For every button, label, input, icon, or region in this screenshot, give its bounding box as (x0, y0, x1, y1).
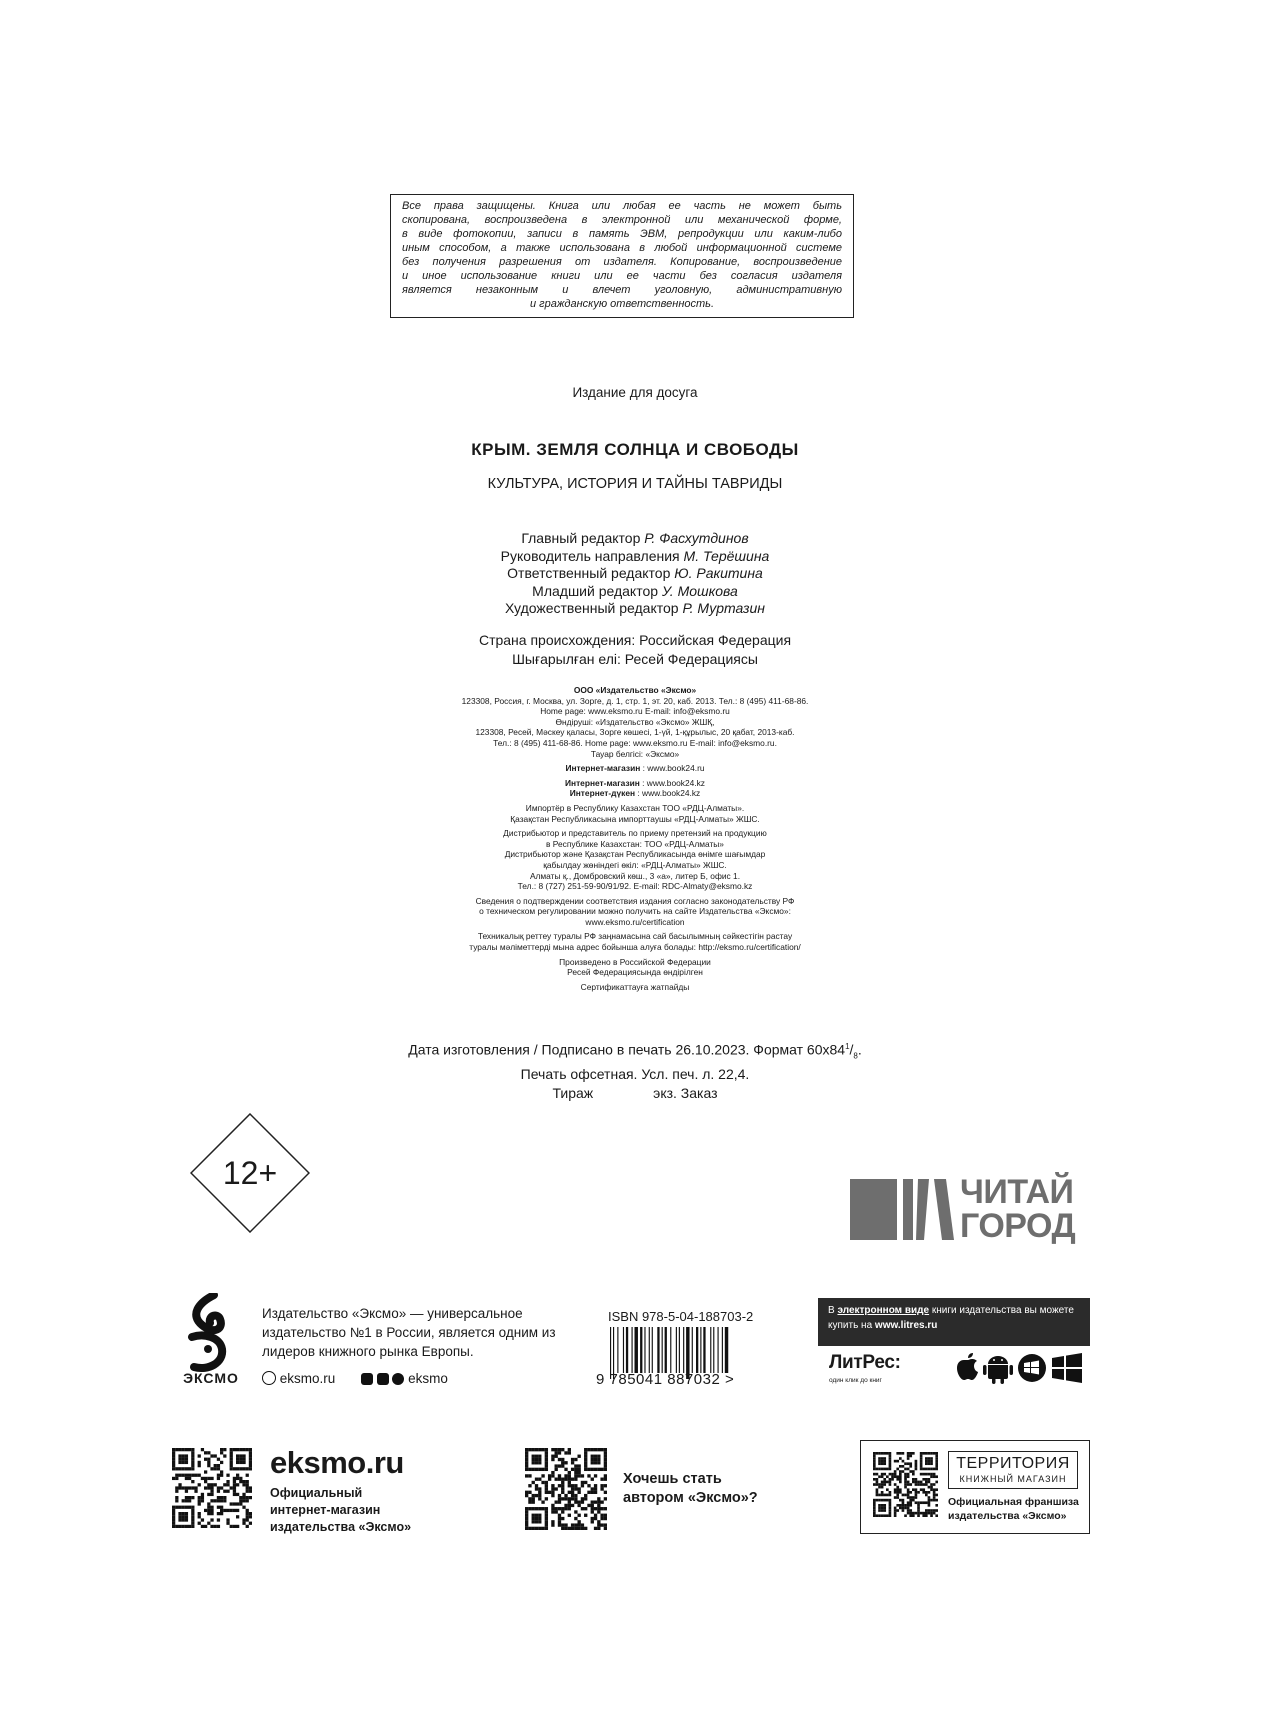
litres-banner-link[interactable]: электронном виде (837, 1305, 930, 1316)
credit-name: Ю. Ракитина (674, 565, 763, 581)
credit-name: М. Терёшина (683, 547, 770, 564)
litres-platform-icons (952, 1352, 1082, 1384)
age-rating-label: 12+ (222, 1155, 278, 1191)
distributor-line: Алматы қ., Домбровский көш., 3 «а», литер Б, офис 1. (529, 870, 741, 881)
eksmo-ru-desc-line: издательства «Эксмо» (270, 1520, 412, 1534)
format-numerator: 1 (845, 1042, 850, 1051)
territory-description (948, 1495, 1079, 1523)
book-subtitle: КУЛЬТУРА, ИСТОРИЯ И ТАЙНЫ ТАВРИДЫ (487, 476, 783, 492)
credit-role: Художественный редактор (505, 600, 679, 616)
made-in-line: Ресей Федерациясында өндірілген (567, 967, 703, 978)
credit-name: Р. Фасхутдинов (644, 530, 749, 546)
rights-line: и иное использование книги или ее части без согласия издателя (402, 270, 842, 282)
origin-kz: Шығарылған елі: Ресей Федерациясы (512, 651, 758, 667)
vk-icon[interactable] (361, 1373, 373, 1385)
credit-line (385, 530, 885, 548)
territory-desc-line: Официальная франшиза (948, 1496, 1079, 1508)
litres-logo: ЛитРес: (829, 1352, 901, 1373)
credit-role: Руководитель направления (500, 547, 680, 564)
credit-line (385, 548, 885, 566)
shop-url: : www.book24.kz (639, 777, 705, 788)
credit-name: У. Мошкова (661, 582, 738, 599)
rights-line: без получения разрешения от издателя. Копирование, воспроизведение (402, 256, 842, 268)
distributor-line: қабылдау жөніндегі өкіл: «РДЦ-Алматы» ЖШС. (543, 859, 727, 870)
importer-kz: Қазақстан Республикасына импорттаушы «РДЦ-Алматы» ЖШС. (510, 813, 760, 824)
eksmo-ru-desc-line: Официальный (270, 1486, 363, 1500)
imprint-address: 123308, Россия, г. Москва, ул. Зорге, д. 1, стр. 1, эт. 20, каб. 2013. Тел.: 8 (495) 411-68-86. (461, 695, 809, 706)
shop-label: Интернет-магазин (565, 777, 640, 788)
chitai-gorod-word2: ГОРОД (960, 1207, 1076, 1245)
print-info (370, 1037, 900, 1103)
credit-line (385, 565, 885, 583)
territory-logo (948, 1451, 1078, 1489)
credit-line (385, 600, 885, 618)
litres-banner[interactable] (818, 1298, 1090, 1346)
certification-kz-line: Техникалық реттеу туралы РФ заңнамасына сай басылымның сәйкестігін растау (477, 931, 793, 942)
qr-code-eksmo-shop[interactable] (172, 1448, 252, 1528)
print-date-format: Дата изготовления / Подписано в печать 26.10.2023. Формат 60х84 (408, 1041, 846, 1058)
credit-role: Ответственный редактор (507, 565, 671, 581)
imprint-kz-address: 123308, Ресей, Мәскеу қаласы, Зорге көшесі, 1-үй, 1-құрылыс, 20 қабат, 2013-каб. (475, 727, 795, 738)
print-info-line3 (370, 1084, 900, 1103)
shop-line (400, 788, 870, 799)
certification-line: о техническом регулировании можно получить на сайте Издательства «Эксмо»: (479, 906, 791, 917)
globe-icon (262, 1371, 276, 1385)
windows-phone-icon (1018, 1354, 1046, 1382)
apple-icon (957, 1353, 978, 1380)
territory-logo-sub: КНИЖНЫЙ МАГАЗИН (959, 1474, 1067, 1484)
rights-line: в виде фотокопии, записи в память ЭВМ, репродукции или каким-либо (402, 228, 842, 240)
print-line-end: . (857, 1041, 862, 1058)
book-title: КРЫМ. ЗЕМЛЯ СОЛНЦА И СВОБОДЫ (471, 440, 799, 459)
windows-icon (1052, 1353, 1082, 1383)
isbn-label: ISBN 978-5-04-188703-2 (608, 1309, 754, 1324)
litres-site-link[interactable]: www.litres.ru (874, 1320, 938, 1331)
litres-banner-mid: книги издательства вы можете (929, 1305, 1074, 1316)
certification-kz-line: туралы мәліметтерді мына адрес бойынша алуға болады: http://eksmo.ru/certification/ (469, 942, 801, 953)
credit-line (385, 583, 885, 601)
importer-ru: Импортёр в Республику Казахстан ТОО «РДЦ-Алматы». (525, 802, 745, 813)
print-run-label: Тираж (552, 1085, 594, 1102)
become-author-cta (623, 1470, 758, 1508)
ok-icon[interactable] (377, 1373, 389, 1385)
qr-code-become-author[interactable] (525, 1448, 607, 1530)
credit-role: Младший редактор (532, 582, 659, 599)
certification-line: www.eksmo.ru/certification (585, 916, 685, 927)
made-in-line: Произведено в Российской Федерации (559, 956, 711, 967)
eksmo-ru-description (270, 1485, 411, 1536)
rights-notice-box (390, 194, 854, 318)
print-info-line1: Дата изготовления / Подписано в печать 26.10.2023. Формат $60х84^1/_8$. (408, 1041, 862, 1061)
shop-url: : www.book24.ru (640, 763, 705, 774)
imprint-kz-trademark: Тауар белгісі: «Эксмо» (590, 748, 680, 759)
eksmo-ru-heading[interactable]: eksmo.ru (270, 1445, 404, 1480)
distributor-line: в Республике Казахстан: ТОО «РДЦ-Алматы» (546, 838, 724, 849)
rights-line: иным способом, а также использована в любой информационной системе (402, 242, 842, 254)
distributor-line: Тел.: 8 (727) 251-59-90/91/92. E-mail: RDC-Almaty@eksmo.kz (517, 881, 753, 892)
telegram-icon[interactable] (392, 1373, 404, 1385)
shop-line (400, 763, 870, 774)
become-author-line: Хочешь стать (623, 1471, 722, 1487)
format-denominator: 8 (853, 1051, 858, 1061)
barcode-digits: 9 785041 887032 > (596, 1371, 735, 1388)
litres-banner-pre: В (828, 1305, 838, 1316)
edition-type: Издание для досуга (572, 385, 698, 400)
imprint-kz-producer: Өндіруші: «Издательство «Эксмо» ЖШҚ, (555, 716, 715, 727)
qr-code-territory[interactable] (873, 1452, 938, 1517)
shop-line (400, 778, 870, 789)
shop-label: Интернет-дүкен (569, 788, 636, 799)
origin-block (385, 631, 885, 669)
chitai-gorod-word1: ЧИТАЙ (960, 1173, 1074, 1211)
android-icon (983, 1356, 1013, 1384)
eksmo-description: Издательство «Эксмо» — универсальное издательство №1 в России, является одним из лидеров книжного рынка Европы. (262, 1306, 556, 1359)
certification-exempt: Сертификаттауға жатпайды (580, 981, 690, 992)
distributor-line: Дистрибьютор и представитель по приему претензий на продукцию (503, 828, 767, 839)
credit-name: Р. Муртазин (682, 600, 765, 616)
imprint-block (400, 685, 870, 992)
imprint-kz-contacts: Тел.: 8 (495) 411-68-86. Home page: www.eksmo.ru E-mail: info@eksmo.ru. (493, 737, 777, 748)
become-author-line: автором «Эксмо»? (623, 1490, 758, 1506)
territory-logo-word: ТЕРРИТОРИЯ (956, 1455, 1070, 1472)
imprint-web: Home page: www.eksmo.ru E-mail: info@eksmo.ru (540, 706, 730, 717)
chitai-gorod-logo-icon (850, 1179, 954, 1240)
credits-block (385, 530, 885, 618)
rights-line: и гражданскую ответственность. (530, 298, 714, 310)
litres-slogan: один клик до книг (829, 1377, 882, 1384)
litres-banner-line2 (828, 1318, 1080, 1333)
eksmo-wordmark: ЭКСМО (183, 1370, 239, 1386)
litres-banner-line1 (828, 1303, 1080, 1318)
copies-order-label: экз. Заказ (653, 1085, 718, 1102)
eksmo-logo-icon (180, 1293, 240, 1373)
territory-desc-line: издательства «Эксмо» (948, 1510, 1067, 1522)
eksmo-site-link[interactable]: eksmo.ru (279, 1371, 336, 1386)
eksmo-ru-desc-line: интернет-магазин (270, 1503, 381, 1517)
shop-label: Интернет-магазин (565, 763, 641, 774)
origin-ru: Страна происхождения: Российская Федерация (478, 632, 792, 648)
imprint-publisher: ООО «Издательство «Эксмо» (573, 685, 697, 695)
rights-line: скопирована, воспроизведена в электронной или механической форме, (402, 214, 842, 226)
credit-role: Главный редактор (521, 530, 641, 546)
shop-url: : www.book24.kz (635, 788, 701, 799)
certification-line: Сведения о подтверждении соответствия издания согласно законодательству РФ (475, 895, 795, 906)
distributor-line: Дистрибьютор және Қазақстан Республикасында өнімге шағымдар (504, 849, 766, 860)
litres-banner-pre2: купить на (828, 1320, 875, 1331)
rights-line: Все права защищены. Книга или любая ее часть не может быть (402, 200, 842, 212)
eksmo-links (262, 1371, 448, 1386)
print-info-line2: Печать офсетная. Усл. печ. л. 22,4. (520, 1066, 750, 1083)
rights-line: является незаконным и влечет уголовную, административную (402, 284, 842, 296)
eksmo-social-handle: eksmo (408, 1371, 448, 1386)
